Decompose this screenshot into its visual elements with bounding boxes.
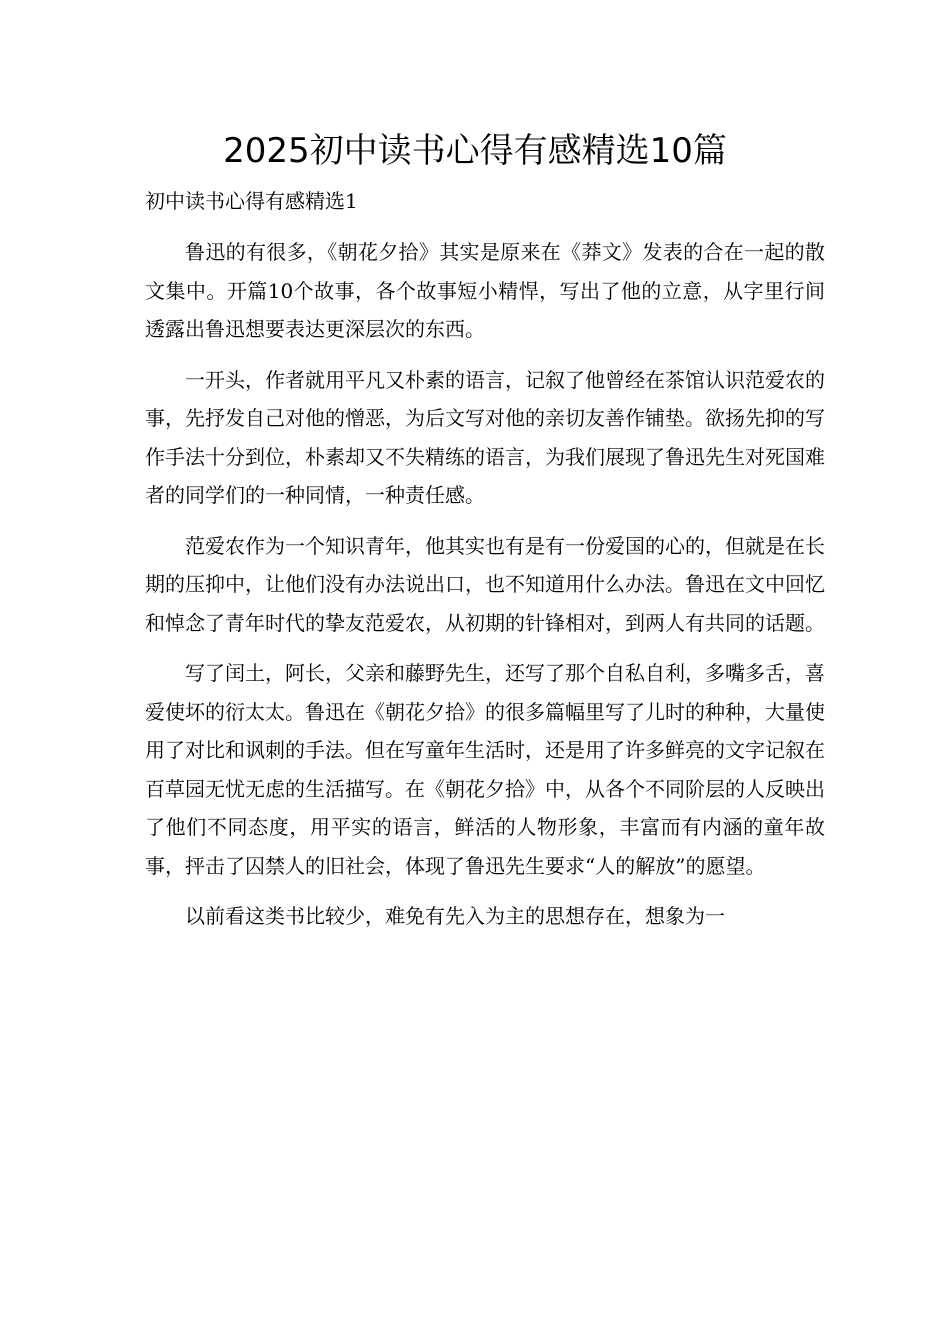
paragraph-5: 以前看这类书比较少，难免有先入为主的思想存在，想象为一 [185,904,725,928]
paragraph-2: 一开头，作者就用平凡又朴素的语言，记叙了他曾经在茶馆认识范爱农的事，先抒发自己对他的憎恶，为后文写对他的亲切友善作铺垫。欲扬先抑的写作手法十分到位，朴素却又不失精练的语言，为我们展现了鲁迅先生对死国难者的同学们的一种同情，一种责任感。 [145,367,825,507]
paragraph-1: 鲁迅的有很多，《朝花夕拾》其实是原来在《莽文》发表的合在一起的散文集中。开篇10个故事，各个故事短小精悍，写出了他的立意，从字里行间透露出鲁迅想要表达更深层次的东西。 [145,240,825,341]
paragraph-4: 写了闰土，阿长，父亲和藤野先生，还写了那个自私自利，多嘴多舌，喜爱使坏的衍太太。鲁迅在《朝花夕拾》的很多篇幅里写了儿时的种种，大量使用了对比和讽刺的手法。但在写童年生活时，还是用了许多鲜亮的文字记叙在百草园无忧无虑的生活描写。在《朝花夕拾》中，从各个不同阶层的人反映出了他们不同态度，用平实的语言，鲜活的人物形象，丰富而有内涵的童年故事，抨击了囚禁人的旧社会，体现了鲁迅先生要求“人的解放”的愿望。 [145,661,825,878]
section-heading: 初中读书心得有感精选1 [145,189,358,213]
paragraph-3: 范爱农作为一个知识青年，他其实也有是有一份爱国的心的，但就是在长期的压抑中，让他们没有办法说出口，也不知道用什么办法。鲁迅在文中回忆和悼念了青年时代的挚友范爱农，从初期的针锋相对，到两人有共同的话题。 [145,533,825,635]
document-body [145,233,825,948]
document-title: 2025初中读书心得有感精选10篇 [223,131,727,171]
